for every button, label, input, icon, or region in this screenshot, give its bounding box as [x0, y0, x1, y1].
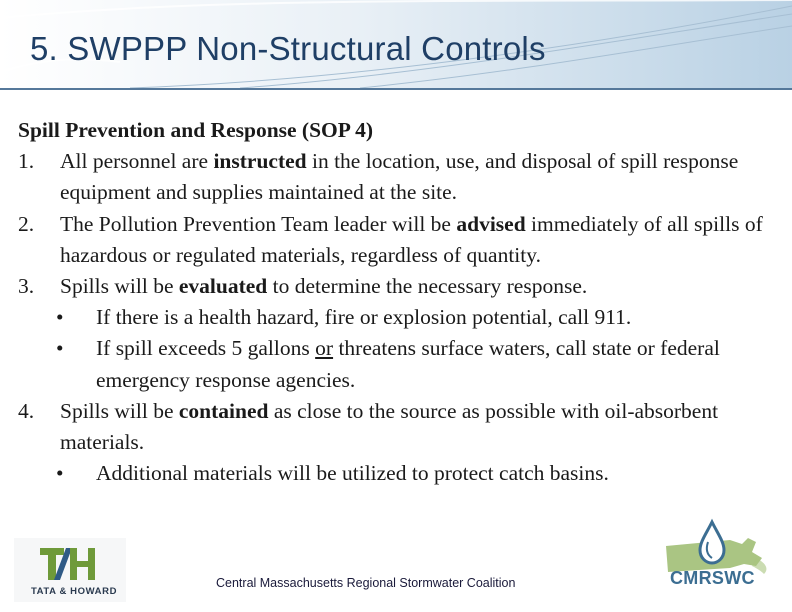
item-number: 3. — [18, 274, 35, 299]
sub-bullet-item — [18, 302, 778, 333]
cmrswc-logo-name: CMRSWC — [670, 568, 755, 588]
footer-caption: Central Massachusetts Regional Stormwater Coalition — [216, 576, 516, 590]
list-item — [18, 271, 778, 302]
bullet-text: threatens surface waters, call state or federal emergency response agencies. — [96, 336, 720, 392]
numbered-list — [18, 146, 778, 489]
item-keyword: contained — [178, 398, 269, 423]
slide-body — [18, 115, 778, 489]
slide-title: 5. SWPPP Non-Structural Controls — [30, 30, 546, 67]
item-text: in the location, use, and disposal of spill response equipment and supplies maintained at the site. — [60, 149, 739, 205]
cmrswc-logo — [660, 518, 778, 600]
th-logo-name: TATA & HOWARD — [30, 586, 118, 597]
bullet-marker: • — [56, 305, 64, 330]
bullet-text: If spill exceeds 5 gallons — [96, 336, 316, 361]
item-text: Spills will be — [60, 274, 179, 299]
bullet-underlined-word: or — [315, 336, 334, 361]
sub-bullet-item — [18, 458, 778, 489]
item-keyword: instructed — [213, 149, 307, 174]
item-text: Spills will be — [60, 398, 179, 423]
sub-bullet-item — [18, 333, 778, 395]
slide-header — [0, 0, 792, 92]
item-text: The Pollution Prevention Team leader will be — [60, 211, 457, 236]
item-keyword: evaluated — [178, 274, 268, 299]
section-heading: Spill Prevention and Response (SOP 4) — [18, 118, 374, 142]
list-item — [18, 146, 778, 208]
tata-howard-logo — [14, 538, 126, 602]
item-text: as close to the source as possible with oil-absorbent materials. — [60, 398, 719, 455]
item-text: to determine the necessary response. — [267, 274, 588, 299]
th-mark-icon — [40, 546, 100, 584]
item-number: 2. — [18, 211, 35, 236]
bullet-marker: • — [56, 336, 64, 361]
item-keyword: advised — [456, 211, 526, 236]
bullet-text: Additional materials will be utilized to protect catch basins. — [96, 461, 609, 486]
item-number: 4. — [18, 398, 35, 423]
item-text: All personnel are — [60, 149, 214, 174]
bullet-marker: • — [56, 461, 64, 486]
list-item — [18, 396, 778, 458]
bullet-text: If there is a health hazard, fire or explosion potential, call 911. — [96, 305, 632, 330]
item-text: immediately of all spills of hazardous or regulated materials, regardless of quantity. — [60, 211, 763, 267]
item-number: 1. — [18, 149, 35, 174]
list-item — [18, 209, 778, 271]
